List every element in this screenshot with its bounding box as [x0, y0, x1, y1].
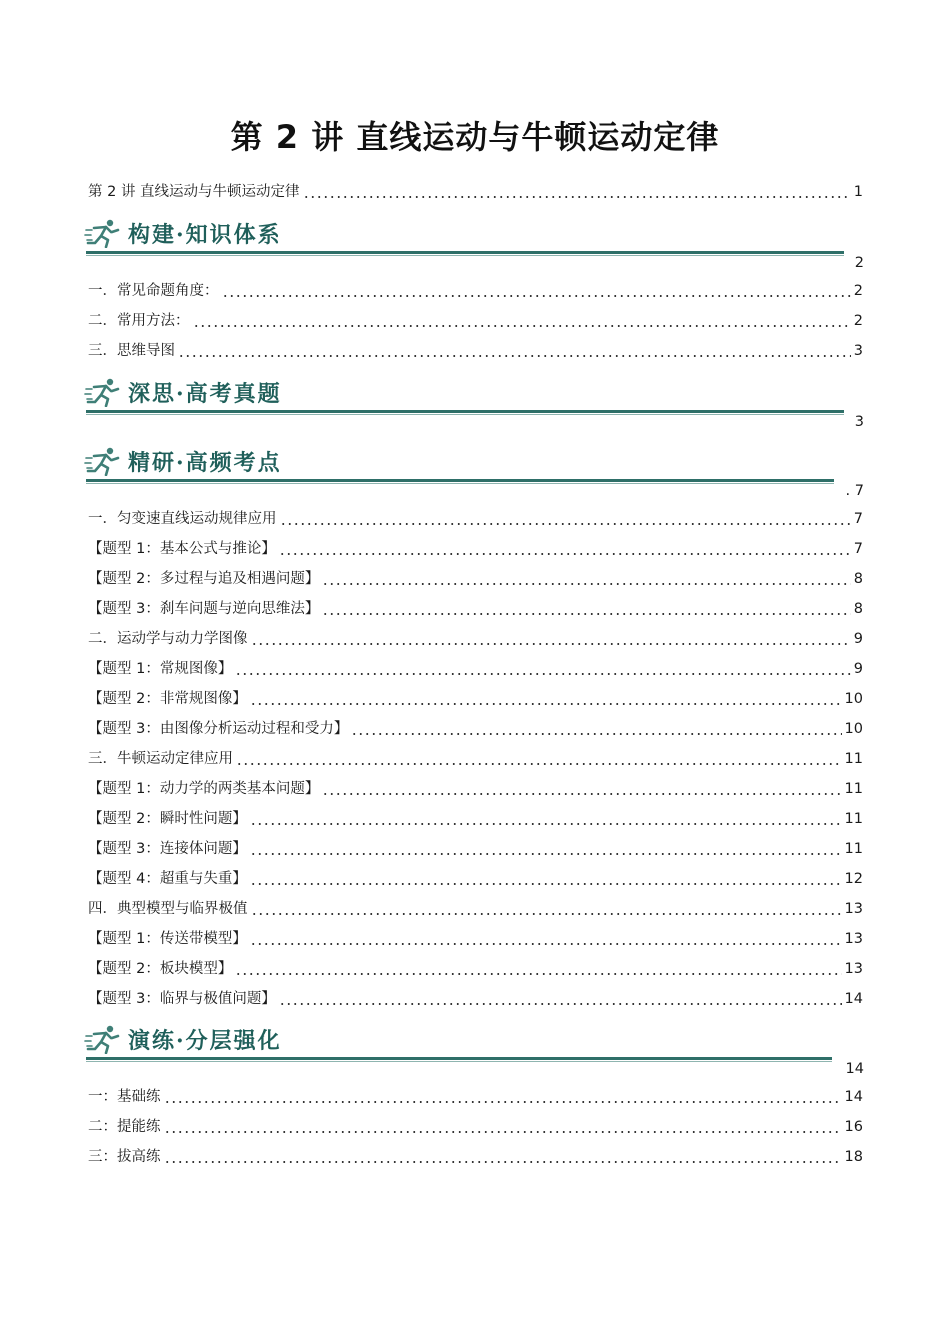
toc-entry[interactable]	[88, 718, 863, 740]
toc-entry-page: 8	[853, 571, 863, 587]
toc-entry-label: 一：基础练	[88, 1089, 161, 1105]
toc-entry-page: 7	[853, 511, 863, 527]
toc-entry[interactable]	[88, 688, 863, 710]
toc-entry-top[interactable]	[88, 181, 863, 203]
toc-entry-page: 12	[844, 871, 863, 887]
dot-leader	[250, 703, 842, 705]
runner-icon	[84, 377, 122, 407]
section-knowledge-system	[84, 216, 864, 271]
toc-entry-page: 1	[853, 184, 863, 200]
toc-entry[interactable]	[88, 988, 863, 1010]
toc-entry-page: 9	[853, 661, 863, 677]
section-page: 14	[845, 1061, 864, 1077]
toc-entry[interactable]	[88, 340, 863, 362]
toc-entry-page: 13	[844, 961, 863, 977]
dot-leader	[222, 295, 851, 297]
toc-entry-label: 【题型 3：连接体问题】	[88, 841, 247, 857]
dot-leader	[251, 913, 842, 915]
runner-icon	[84, 1024, 122, 1054]
toc-entry-label: 【题型 3：由图像分析运动过程和受力】	[88, 721, 349, 737]
toc-entry[interactable]	[88, 808, 863, 830]
toc-entry-label: 四．典型模型与临界极值	[88, 901, 248, 917]
toc-entry[interactable]	[88, 598, 863, 620]
dot-leader	[251, 643, 851, 645]
toc-entry-label: 【题型 1：基本公式与推论】	[88, 541, 276, 557]
toc-entry-page: 14	[844, 1089, 863, 1105]
toc-entry[interactable]	[88, 280, 863, 302]
dot-leader	[303, 196, 851, 198]
toc-entry-label: 二：提能练	[88, 1119, 161, 1135]
toc-entry-page: 18	[844, 1149, 863, 1165]
dot-leader	[322, 793, 841, 795]
toc-entry-label: 第 2 讲 直线运动与牛顿运动定律	[88, 184, 300, 200]
toc-entry[interactable]	[88, 1086, 863, 1108]
dot-leader	[193, 325, 851, 327]
toc-entry-label: 【题型 2：非常规图像】	[88, 691, 247, 707]
section-practice	[84, 1022, 864, 1077]
toc-entry-page: 14	[844, 991, 863, 1007]
section-heading: 精研·高频考点	[128, 449, 282, 476]
toc-entry[interactable]	[88, 1146, 863, 1168]
toc-entry-page: 11	[844, 781, 863, 797]
section-page: . 7	[845, 483, 864, 499]
section-rule	[86, 479, 834, 482]
dot-leader	[322, 583, 850, 585]
toc-entry[interactable]	[88, 958, 863, 980]
section-page: 3	[854, 414, 864, 430]
toc-entry-label: 【题型 3：刹车问题与逆向思维法】	[88, 601, 320, 617]
toc-entry-page: 11	[844, 751, 863, 767]
runner-icon	[84, 446, 122, 476]
dot-leader	[250, 823, 842, 825]
dot-leader	[164, 1161, 842, 1163]
section-heading: 演练·分层强化	[128, 1027, 282, 1054]
toc-entry-label: 【题型 2：瞬时性问题】	[88, 811, 247, 827]
toc-entry[interactable]	[88, 778, 863, 800]
toc-entry-label: 【题型 1：传送带模型】	[88, 931, 247, 947]
dot-leader	[250, 853, 842, 855]
toc-entry[interactable]	[88, 748, 863, 770]
dot-leader	[164, 1101, 842, 1103]
section-rule	[86, 251, 844, 254]
dot-leader	[279, 1003, 842, 1005]
dot-leader	[280, 523, 851, 525]
toc-entry-page: 10	[844, 691, 863, 707]
toc-entry[interactable]	[88, 898, 863, 920]
dot-leader	[235, 673, 850, 675]
toc-entry-label: 三．思维导图	[88, 343, 175, 359]
dot-leader	[322, 613, 850, 615]
toc-entry[interactable]	[88, 568, 863, 590]
section-rule-thin	[86, 255, 844, 256]
toc-entry[interactable]	[88, 1116, 863, 1138]
dot-leader	[236, 763, 842, 765]
toc-entry-page: 2	[853, 283, 863, 299]
section-heading: 深思·高考真题	[128, 380, 282, 407]
toc-entry-page: 11	[844, 841, 863, 857]
toc-entry-label: 二．运动学与动力学图像	[88, 631, 248, 647]
toc-entry-label: 【题型 2：多过程与追及相遇问题】	[88, 571, 320, 587]
dot-leader	[164, 1131, 842, 1133]
section-key-topics	[84, 444, 864, 499]
toc-entry[interactable]	[88, 658, 863, 680]
toc-entry-label: 【题型 2：板块模型】	[88, 961, 233, 977]
toc-entry-page: 9	[853, 631, 863, 647]
toc-entry-label: 三．牛顿运动定律应用	[88, 751, 233, 767]
dot-leader	[279, 553, 851, 555]
toc-entry-page: 10	[844, 721, 863, 737]
toc-entry[interactable]	[88, 868, 863, 890]
toc-entry-page: 2	[853, 313, 863, 329]
toc-entry-label: 【题型 4：超重与失重】	[88, 871, 247, 887]
dot-leader	[178, 355, 851, 357]
toc-entry-label: 【题型 1：常规图像】	[88, 661, 233, 677]
toc-entry[interactable]	[88, 928, 863, 950]
toc-entry-page: 16	[844, 1119, 863, 1135]
section-page: 2	[854, 255, 864, 271]
toc-entry-page: 13	[844, 901, 863, 917]
dot-leader	[351, 733, 841, 735]
toc-entry-label: 二．常用方法：	[88, 313, 190, 329]
toc-entry-label: 一．匀变速直线运动规律应用	[88, 511, 277, 527]
toc-entry[interactable]	[88, 538, 863, 560]
toc-entry-label: 一．常见命题角度：	[88, 283, 219, 299]
toc-entry-page: 8	[853, 601, 863, 617]
section-exam-questions	[84, 375, 864, 430]
toc-entry-label: 三：拔高练	[88, 1149, 161, 1165]
toc-entry-page: 13	[844, 931, 863, 947]
dot-leader	[235, 973, 841, 975]
page-title: 第 2 讲 直线运动与牛顿运动定律	[230, 118, 720, 156]
section-rule-thin	[86, 1061, 832, 1062]
section-rule	[86, 1057, 832, 1060]
toc-entry-page: 7	[853, 541, 863, 557]
toc-entry[interactable]	[88, 310, 863, 332]
toc-entry[interactable]	[88, 508, 863, 530]
section-rule	[86, 410, 844, 413]
toc-entry[interactable]	[88, 838, 863, 860]
section-rule-thin	[86, 483, 834, 484]
toc-entry-page: 11	[844, 811, 863, 827]
section-heading: 构建·知识体系	[128, 221, 282, 248]
section-rule-thin	[86, 414, 844, 415]
dot-leader	[250, 883, 842, 885]
toc-entry-label: 【题型 1：动力学的两类基本问题】	[88, 781, 320, 797]
dot-leader	[250, 943, 842, 945]
toc-entry-label: 【题型 3：临界与极值问题】	[88, 991, 276, 1007]
toc-entry-page: 3	[853, 343, 863, 359]
runner-icon	[84, 218, 122, 248]
toc-entry[interactable]	[88, 628, 863, 650]
